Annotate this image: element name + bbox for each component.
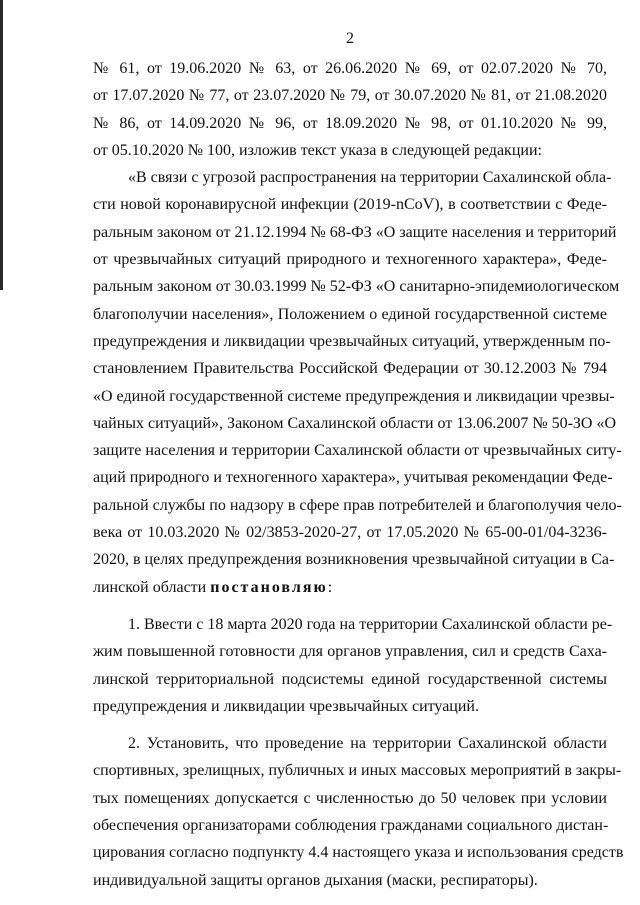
text-line: жим повышенной готовности для органов управления, сил и средств Саха- — [93, 643, 607, 661]
text-line: становлением Правительства Российской Федерации от 30.12.2003 № 794 — [93, 360, 607, 378]
text-line: ральным законом от 30.03.1999 № 52-ФЗ «О санитарно-эпидемиологическом — [93, 278, 620, 296]
text-line: линской территориальной подсистемы единой государственной системы — [93, 670, 607, 688]
decree-line — [93, 574, 607, 601]
text-line: ральным законом от 21.12.1994 № 68-ФЗ «О защите населения и территорий — [93, 223, 617, 241]
text-line: предупреждения и ликвидации чрезвычайных ситуаций. — [93, 697, 479, 715]
text-line: чайных ситуаций», Законом Сахалинской области от 13.06.2007 № 50-ЗО «О — [93, 414, 617, 432]
text-line: благополучии населения», Положением о единой государственной системе — [93, 305, 607, 323]
text-line: обеспечения организаторами соблюдения гражданами социального дистан- — [93, 817, 609, 835]
text-line: № 61, от 19.06.2020 № 63, от 26.06.2020 № 69, от 02.07.2020 № 70, — [93, 60, 607, 77]
decree-line-prefix: линской области — [93, 578, 211, 596]
text-line: спортивных, зрелищных, публичных и иных массовых мероприятий в закры- — [93, 762, 622, 780]
text-line: сти новой коронавирусной инфекции (2019-nCoV), в соответствии с Феде- — [93, 196, 607, 214]
text-line: от чрезвычайных ситуаций природного и техногенного характера», Феде- — [93, 251, 607, 269]
text-line: тых помещениях допускается с численностью до 50 человек при условии — [93, 789, 607, 807]
text-line: № 86, от 14.09.2020 № 96, от 18.09.2020 № 98, от 01.10.2020 № 99, — [93, 114, 607, 132]
text-line: 1. Ввести с 18 марта 2020 года на территории Сахалинской области ре- — [128, 615, 613, 633]
text-line: цирования согласно подпункту 4.4 настоящего указа и использования средств — [93, 844, 624, 862]
text-line: 2020, в целях предупреждения возникновения чрезвычайной ситуации в Са- — [93, 551, 615, 569]
text-line: века от 10.03.2020 № 02/3853-2020-27, от 17.05.2020 № 65-00-01/04-3236- — [93, 524, 607, 542]
text-line: «В связи с угрозой распространения на территории Сахалинской обла- — [128, 169, 612, 187]
text-line: аций природного и техногенного характера», учитывая рекомендации Феде- — [93, 469, 613, 487]
text-line: ральной службы по надзору в сфере прав потребителей и благополучия чело- — [93, 496, 622, 514]
text-line: «О единой государственной системе предупреждения и ликвидации чрезвы- — [93, 387, 615, 405]
document-body — [93, 55, 624, 894]
text-line: предупреждения и ликвидации чрезвычайных ситуаций, утвержденным по- — [93, 332, 611, 350]
text-line: от 17.07.2020 № 77, от 23.07.2020 № 79, от 30.07.2020 № 81, от 21.08.2020 — [93, 87, 607, 105]
text-line: от 05.10.2020 № 100, изложив текст указа в следующей редакции: — [93, 141, 542, 159]
text-line: 2. Установить, что проведение на территории Сахалинской области — [128, 735, 607, 753]
text-line: защите населения и территории Сахалинской области от чрезвычайных ситу- — [93, 442, 622, 460]
page-number: 2 — [346, 30, 354, 47]
decree-line-suffix: : — [327, 578, 333, 596]
decree-keyword: постановляю — [210, 578, 328, 596]
text-line: индивидуальной защиты органов дыхания (маски, респираторы). — [93, 871, 538, 889]
